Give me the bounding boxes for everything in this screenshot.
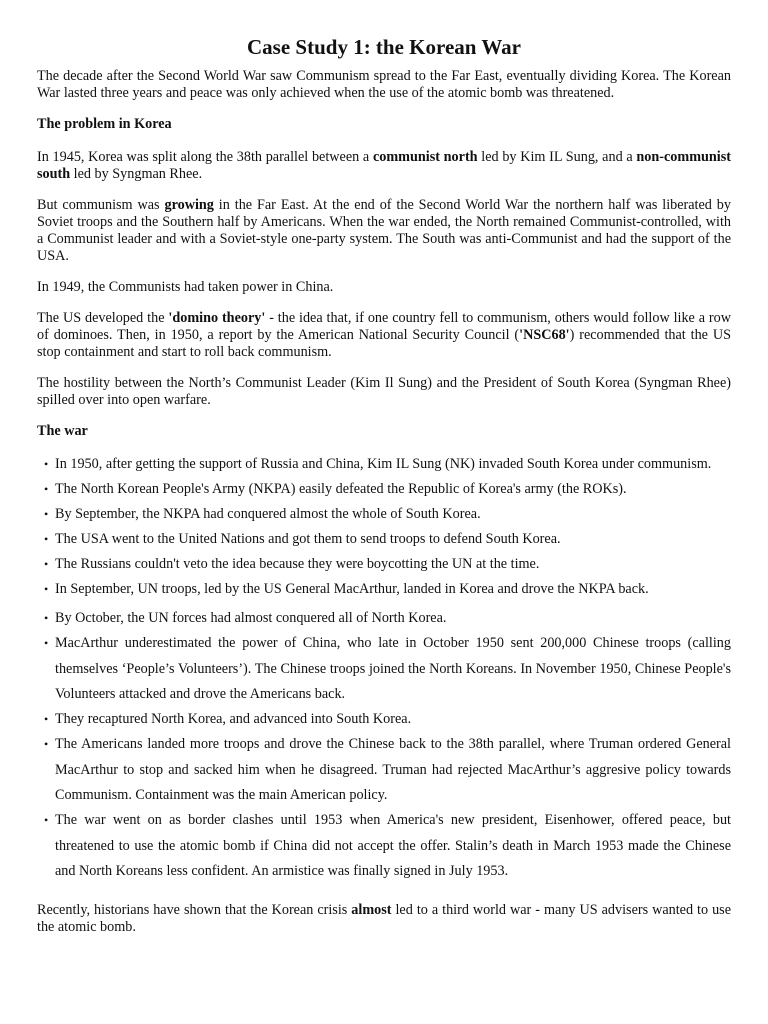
paragraph-china-1949: In 1949, the Communists had taken power in China. bbox=[37, 279, 334, 295]
list-item: • The USA went to the United Nations and got them to send troops to defend South Korea. bbox=[37, 531, 731, 548]
text-run: led by Syngman Rhee. bbox=[70, 166, 203, 182]
text-run: in the Far East. At the end of the Second World War the northern half was liberated by Soviet troops and the Southern half by Americans. When the war ended, the North remained Communist-controlled, with a Communist leader and with a Soviet-style one-party system. The South was anti-Communist and had the support of the USA. bbox=[37, 197, 731, 264]
text-run: led by Kim IL Sung, and a bbox=[477, 149, 637, 165]
bold-text: non-communist south bbox=[37, 149, 731, 182]
bold-text: 'domino theory' bbox=[168, 310, 266, 326]
text-run: In 1945, Korea was split along the 38th parallel between a bbox=[37, 149, 373, 165]
paragraph-communism-growing bbox=[37, 197, 731, 265]
text-run: - the idea that, if one country fell to communism, others would follow like a row of dominoes. Then, in 1950, a report by the American National Security Council ( bbox=[37, 310, 731, 343]
section-heading-problem: The problem in Korea bbox=[37, 116, 172, 132]
paragraph-domino-theory bbox=[37, 310, 731, 361]
list-item: • By October, the UN forces had almost conquered all of North Korea. bbox=[37, 606, 731, 631]
paragraph-1945-split bbox=[37, 149, 731, 183]
bold-text: growing bbox=[164, 197, 214, 213]
text-run: ) recommended that the US stop containment and start to roll back communism. bbox=[37, 327, 732, 360]
text-run: But communism was bbox=[37, 197, 165, 213]
text-run: Recently, historians have shown that the Korean crisis bbox=[37, 902, 352, 919]
list-item: • The war went on as border clashes until 1953 when America's new president, Eisenhower, offered peace, but threatened to use the atomic bomb if China did not accept the offer. Stalin’s death in March 1953 made the Chinese and North Koreans less confident. An armistice was finally signed in July 1953. bbox=[37, 808, 731, 884]
bold-text: communist north bbox=[372, 149, 478, 165]
document-title: Case Study 1: the Korean War bbox=[247, 35, 521, 59]
list-item: • The North Korean People's Army (NKPA) easily defeated the Republic of Korea's army (the ROKs). bbox=[37, 481, 731, 498]
paragraph-hostility: The hostility between the North’s Communist Leader (Kim Il Sung) and the President of South Korea (Syngman Rhee) spilled over into open warfare. bbox=[37, 375, 731, 408]
war-bullet-list bbox=[37, 456, 731, 884]
list-item: • In 1950, after getting the support of Russia and China, Kim IL Sung (NK) invaded South Korea under communism. bbox=[37, 456, 731, 473]
section-heading-war: The war bbox=[37, 423, 88, 439]
list-item: • MacArthur underestimated the power of China, who late in October 1950 sent 200,000 Chinese troops (calling themselves ‘People’s Volunteers’). The Chinese troops joined the North Koreans. In November 1950, Chinese People's Volunteers attacked and drove the Americans back. bbox=[37, 631, 731, 707]
intro-paragraph: The decade after the Second World War saw Communism spread to the Far East, eventually dividing Korea. The Korean War lasted three years and peace was only achieved when the use of the atomic bomb was threatened. bbox=[37, 68, 731, 101]
list-item: • The Americans landed more troops and drove the Chinese back to the 38th parallel, where Truman ordered General MacArthur to stop and sacked him when he disagreed. Truman had rejected MacArthur’s aggresive policy towards Communism. Containment was the main American policy. bbox=[37, 732, 731, 808]
list-item: • In September, UN troops, led by the US General MacArthur, landed in Korea and drove the NKPA back. bbox=[37, 581, 731, 598]
document-page bbox=[37, 34, 731, 950]
closing-paragraph bbox=[37, 902, 731, 936]
bold-text: 'NSC68' bbox=[519, 327, 570, 343]
text-run: led to a third world war - many US advisers wanted to use the atomic bomb. bbox=[37, 902, 731, 936]
text-run: The US developed the bbox=[37, 310, 169, 326]
list-item: • They recaptured North Korea, and advanced into South Korea. bbox=[37, 707, 731, 732]
list-item: • The Russians couldn't veto the idea because they were boycotting the UN at the time. bbox=[37, 556, 731, 573]
list-item: • By September, the NKPA had conquered almost the whole of South Korea. bbox=[37, 506, 731, 523]
bold-text: almost bbox=[351, 902, 392, 919]
